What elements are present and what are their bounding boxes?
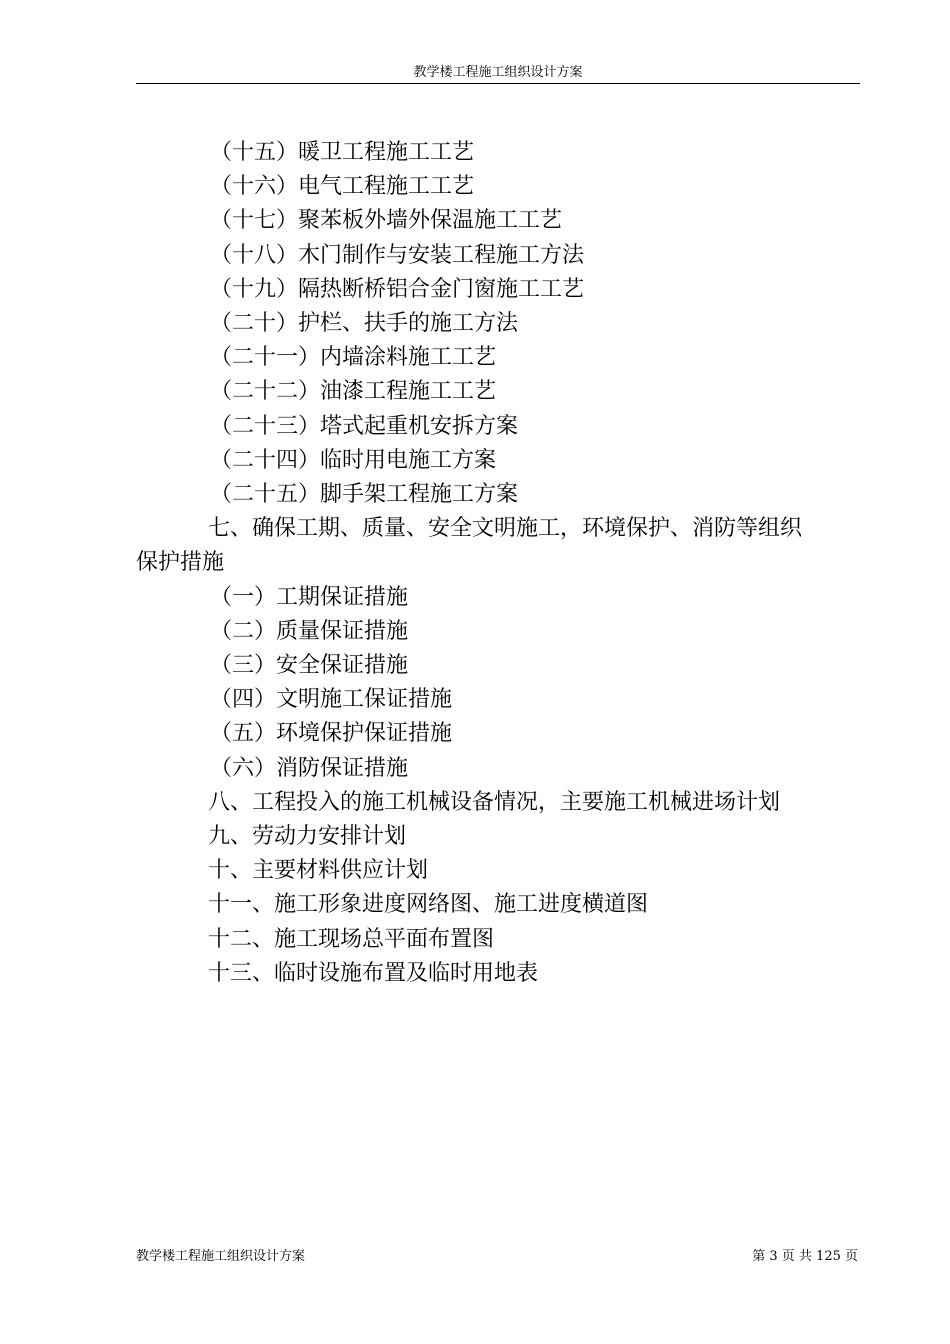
toc-item: （十九）隔热断桥铝合金门窗施工工艺	[210, 276, 585, 302]
page-header-title: 教学楼工程施工组织设计方案	[413, 65, 583, 80]
toc-item: （十七）聚苯板外墙外保温施工工艺	[210, 208, 563, 234]
toc-section: 十、主要材料供应计划	[208, 858, 429, 884]
table-of-contents	[136, 136, 862, 991]
toc-item: （一）工期保证措施	[210, 584, 409, 610]
toc-item: （二十四）临时用电施工方案	[210, 447, 497, 473]
toc-item: （二十一）内墙涂料施工工艺	[210, 345, 497, 371]
toc-item: （六）消防保证措施	[210, 755, 409, 781]
toc-section: 十二、施工现场总平面布置图	[208, 926, 495, 952]
toc-item: （二十三）塔式起重机安拆方案	[210, 413, 519, 439]
toc-item: （四）文明施工保证措施	[210, 687, 453, 713]
toc-item: （十八）木门制作与安装工程施工方法	[210, 242, 585, 268]
toc-section: 八、工程投入的施工机械设备情况，主要施工机械进场计划	[208, 789, 781, 815]
toc-item: （二）质量保证措施	[210, 618, 409, 644]
toc-item: （十五）暖卫工程施工工艺	[210, 140, 475, 165]
toc-section: 七、确保工期、质量、安全文明施工，环境保护、消防等组织	[208, 516, 803, 542]
toc-item: （二十二）油漆工程施工工艺	[210, 379, 497, 405]
toc-item: （二十）护栏、扶手的施工方法	[210, 311, 519, 337]
toc-item: （十六）电气工程施工工艺	[210, 174, 475, 200]
toc-section: 九、劳动力安排计划	[208, 824, 407, 850]
footer-document-title: 教学楼工程施工组织设计方案	[136, 1249, 306, 1264]
toc-item: （五）环境保护保证措施	[210, 721, 453, 747]
header-divider	[136, 83, 860, 84]
toc-item: （三）安全保证措施	[210, 653, 409, 679]
toc-section-continuation: 保护措施	[136, 550, 225, 576]
toc-item: （二十五）脚手架工程施工方案	[210, 482, 519, 508]
footer-page-number: 第 3 页 共 125 页	[752, 1249, 858, 1264]
toc-section: 十三、临时设施布置及临时用地表	[208, 960, 539, 986]
toc-section: 十一、施工形象进度网络图、施工进度横道图	[208, 892, 649, 918]
